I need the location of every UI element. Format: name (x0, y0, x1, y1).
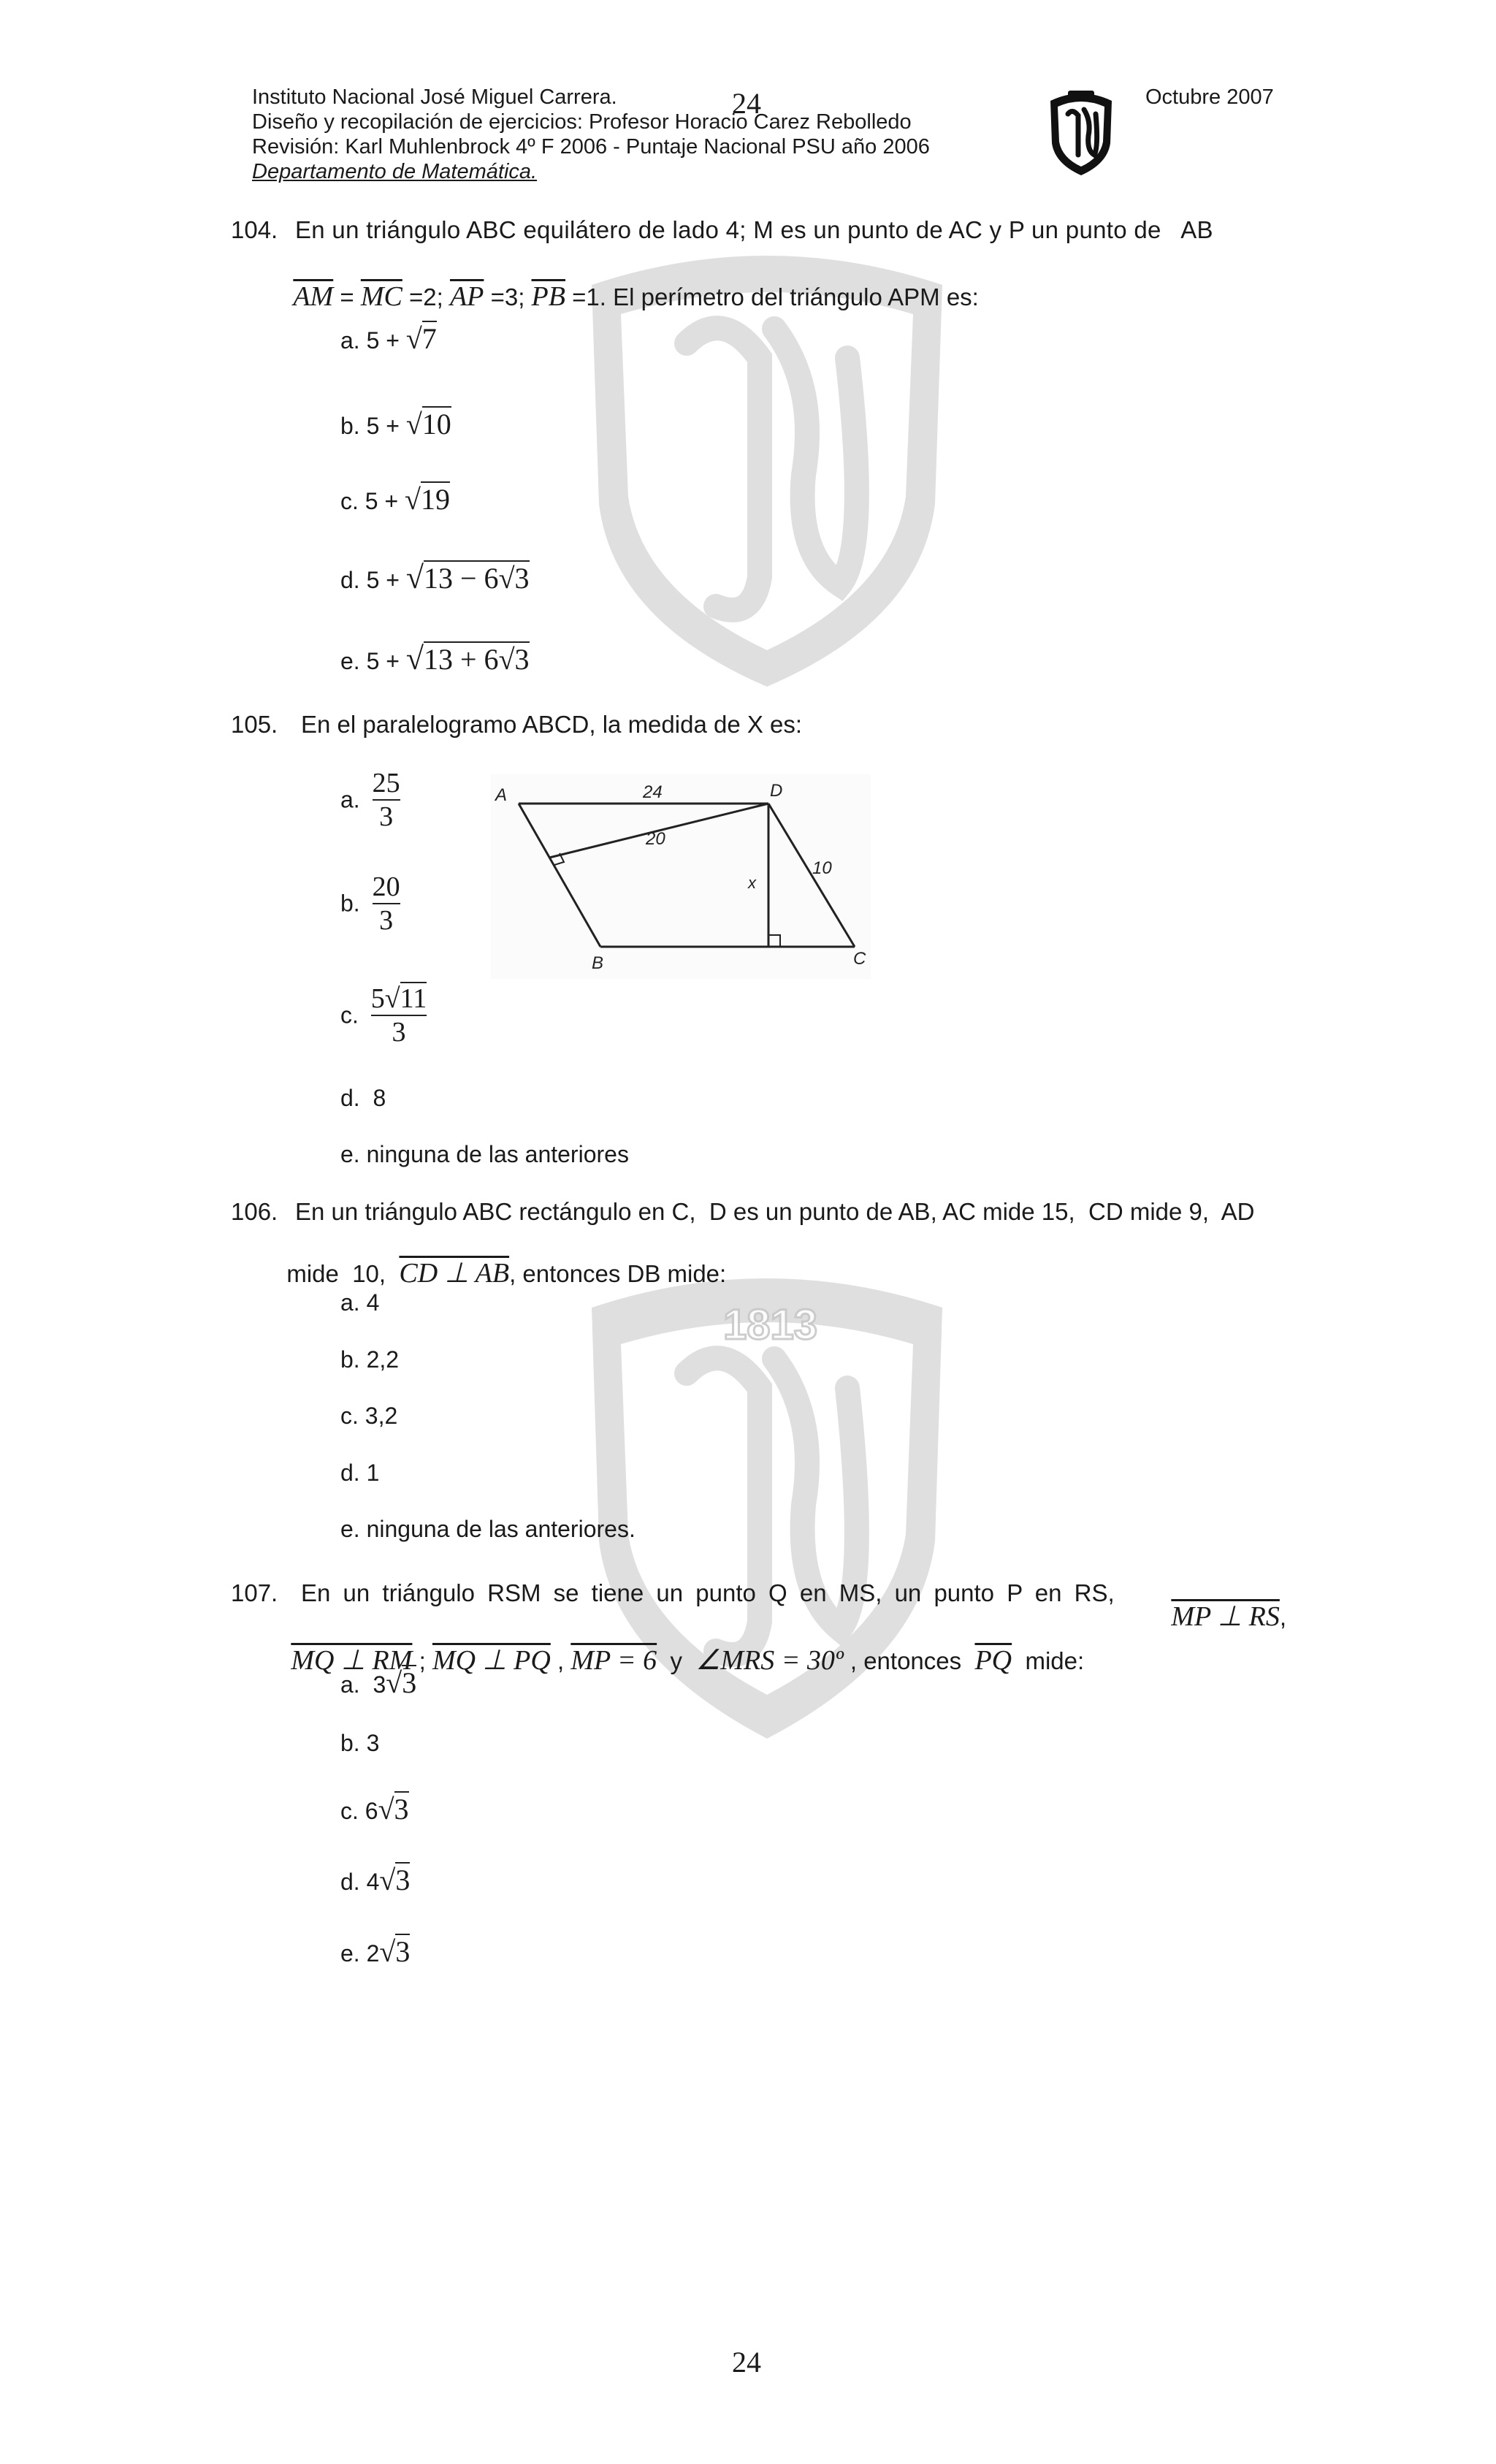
q107-option-e: e. 2√3 (340, 1935, 411, 1968)
value-text: =2; (402, 283, 450, 310)
label-a: A (495, 785, 508, 805)
header-department: Departamento de Matemática. (252, 160, 538, 183)
q105-option-a: a. $\frac{25}{3}$ (340, 768, 400, 832)
label-diag-20: 20 (646, 829, 665, 849)
q107-number: 107. (231, 1579, 278, 1606)
q106-number: 106. (231, 1198, 278, 1225)
q106-option-d: d. 1 (340, 1460, 380, 1486)
q106-option-b: b. 2,2 (340, 1346, 400, 1373)
parallelogram-figure (491, 774, 871, 979)
q104-option-c: c. 5 + √19 (340, 483, 450, 516)
eq-sign: = (333, 283, 361, 310)
q104-question-tail: =1. El perímetro del triángulo APM es: (565, 283, 979, 310)
q107-relation-1: MP ⊥ RS, (1171, 1601, 1287, 1632)
q104-option-e: e. 5 + √13 + 6√3 (340, 641, 530, 676)
q104-option-b: b. 5 + √10 (340, 408, 451, 440)
q105-option-e: e. ninguna de las anteriores (340, 1141, 629, 1167)
header-revision: Revisión: Karl Muhlenbrock 4º F 2006 - Puntaje Nacional PSU año 2006 (252, 135, 930, 159)
q106-option-a: a. 4 (340, 1289, 380, 1316)
q107-text-line1: En un triángulo RSM se tiene un punto Q en MS, un punto P en RS, (301, 1579, 1115, 1606)
header (252, 85, 930, 184)
q106-text-line2: mide 10, CD ⊥ AB, entonces DB mide: (286, 1258, 727, 1289)
segment-pb: $\overline{PB}$ (531, 281, 565, 312)
header-institute: Instituto Nacional José Miguel Carrera. (252, 85, 617, 109)
q107-text-line2: MQ ⊥ RM ; MQ ⊥ PQ , MP = 6 y ∠MRS = 30º , entonces $\overline{PQ}$ mide: (291, 1645, 1085, 1676)
label-x: x (748, 874, 756, 892)
school-logo (1046, 85, 1116, 177)
footer-page-number: 24 (732, 2346, 761, 2379)
q104-option-a: a. 5 + √7 (340, 322, 437, 355)
q104-option-d: d. 5 + √13 − 6√3 (340, 560, 530, 595)
q107-option-d: d. 4√3 (340, 1864, 411, 1896)
label-b: B (592, 953, 604, 973)
q105-option-c: c. $\frac{5√11}{3}$ (340, 983, 427, 1048)
label-c: C (853, 949, 866, 969)
segment-mc: $\overline{MC}$ (360, 281, 402, 312)
q104-number: 104. (231, 216, 278, 243)
shield-icon (1046, 85, 1116, 177)
q105-option-d: d. 8 (340, 1085, 386, 1111)
value-text: =3; (484, 283, 532, 310)
segment-am: $\overline{AM}$ (293, 281, 334, 312)
watermark-year: 1813 (723, 1301, 818, 1349)
perp-relation: CD ⊥ AB (399, 1258, 510, 1289)
segment-ap: $\overline{AP}$ (449, 281, 484, 312)
q106-text-line1: En un triángulo ABC rectángulo en C, D es un punto de AB, AC mide 15, CD mide 9, AD (295, 1198, 1255, 1225)
q104-text-line1: En un triángulo ABC equilátero de lado 4; M es un punto de AC y P un punto de AB (295, 216, 1213, 243)
header-credits: Diseño y recopilación de ejercicios: Profesor Horacio Carez Rebolledo (252, 110, 912, 134)
label-d: D (770, 781, 783, 801)
label-ad-24: 24 (643, 782, 663, 802)
q105-text: En el paralelogramo ABCD, la medida de X es: (301, 711, 803, 738)
q106-option-c: c. 3,2 (340, 1403, 398, 1429)
q105-number: 105. (231, 711, 278, 738)
label-dc-10: 10 (812, 858, 832, 878)
q105-option-b: b. $\frac{20}{3}$ (340, 871, 400, 936)
q107-option-c: c. 6√3 (340, 1793, 409, 1826)
q106-option-e: e. ninguna de las anteriores. (340, 1516, 636, 1542)
q107-option-b: b. 3 (340, 1730, 380, 1756)
q107-option-a: a. 3√3 (340, 1666, 417, 1699)
q104-text-line2 (280, 253, 979, 313)
header-page-number: 24 (732, 87, 761, 120)
header-date: Octubre 2007 (1145, 85, 1274, 109)
